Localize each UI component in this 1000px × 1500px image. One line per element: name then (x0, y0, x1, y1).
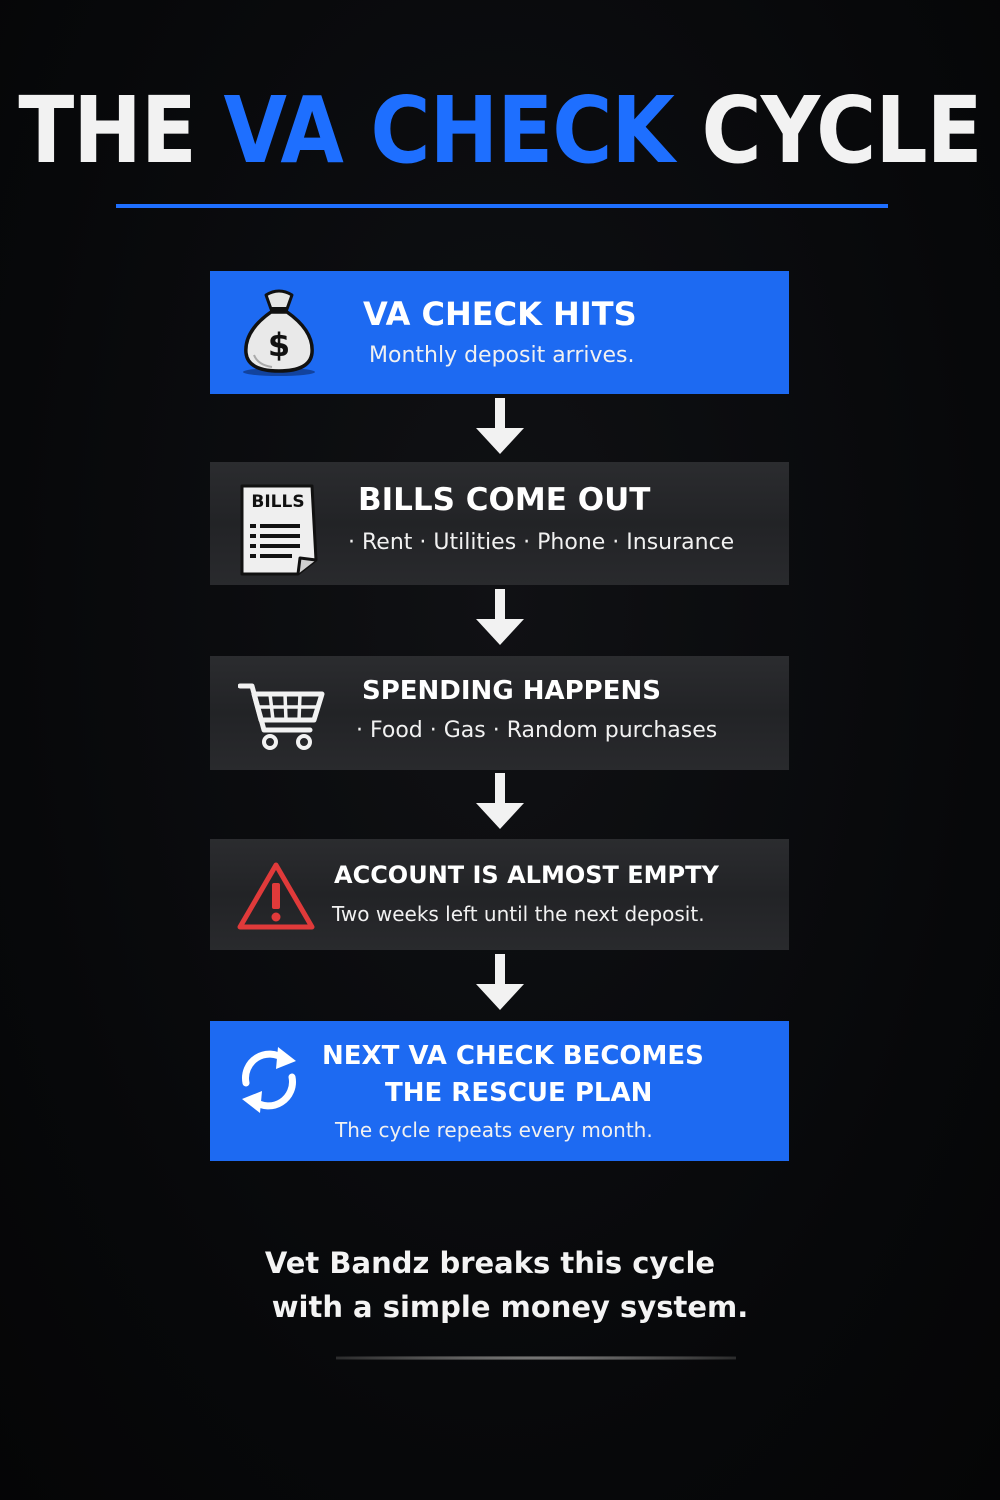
step-subtitle: · Rent · Utilities · Phone · Insurance (348, 530, 735, 555)
svg-text:$: $ (267, 326, 291, 364)
step-card-rescue-plan (210, 1021, 789, 1161)
title-part-va-check: VA CHECK (223, 78, 674, 185)
warning-icon (236, 861, 316, 931)
step-card-account-almost-empty (210, 839, 789, 950)
money-bag-icon (232, 285, 326, 379)
step-subtitle: Two weeks left until the next deposit. (332, 902, 705, 926)
title-underline (116, 204, 888, 208)
step-heading: VA CHECK HITS (363, 295, 637, 333)
bills-document-icon (236, 482, 322, 578)
arrow-down-icon (474, 398, 526, 456)
bills-icon-label: BILLS (251, 492, 305, 512)
closing-line-1: Vet Bandz breaks this cycle (264, 1246, 716, 1280)
arrow-down-icon (474, 954, 526, 1012)
step-subtitle: Monthly deposit arrives. (369, 343, 635, 368)
title-part-the: THE (18, 78, 196, 185)
page-title (0, 76, 1000, 188)
step-heading: ACCOUNT IS ALMOST EMPTY (334, 861, 719, 889)
arrow-down-icon (474, 589, 526, 647)
closing-divider (336, 1356, 736, 1360)
title-part-cycle: CYCLE (701, 78, 982, 185)
step-subtitle: · Food · Gas · Random purchases (356, 718, 718, 743)
step-heading-line2: THE RESCUE PLAN (385, 1078, 653, 1108)
step-heading: SPENDING HAPPENS (362, 676, 661, 706)
arrow-down-icon (474, 773, 526, 831)
shopping-cart-icon (238, 680, 326, 752)
step-card-spending-happens (210, 656, 789, 770)
closing-line-2: with a simple money system. (271, 1290, 749, 1324)
step-heading: BILLS COME OUT (358, 482, 651, 518)
step-card-bills-come-out (210, 462, 789, 585)
step-heading-line1: NEXT VA CHECK BECOMES (322, 1041, 704, 1071)
step-subtitle: The cycle repeats every month. (335, 1118, 653, 1142)
refresh-cycle-icon (232, 1043, 306, 1117)
step-card-va-check-hits (210, 271, 789, 394)
